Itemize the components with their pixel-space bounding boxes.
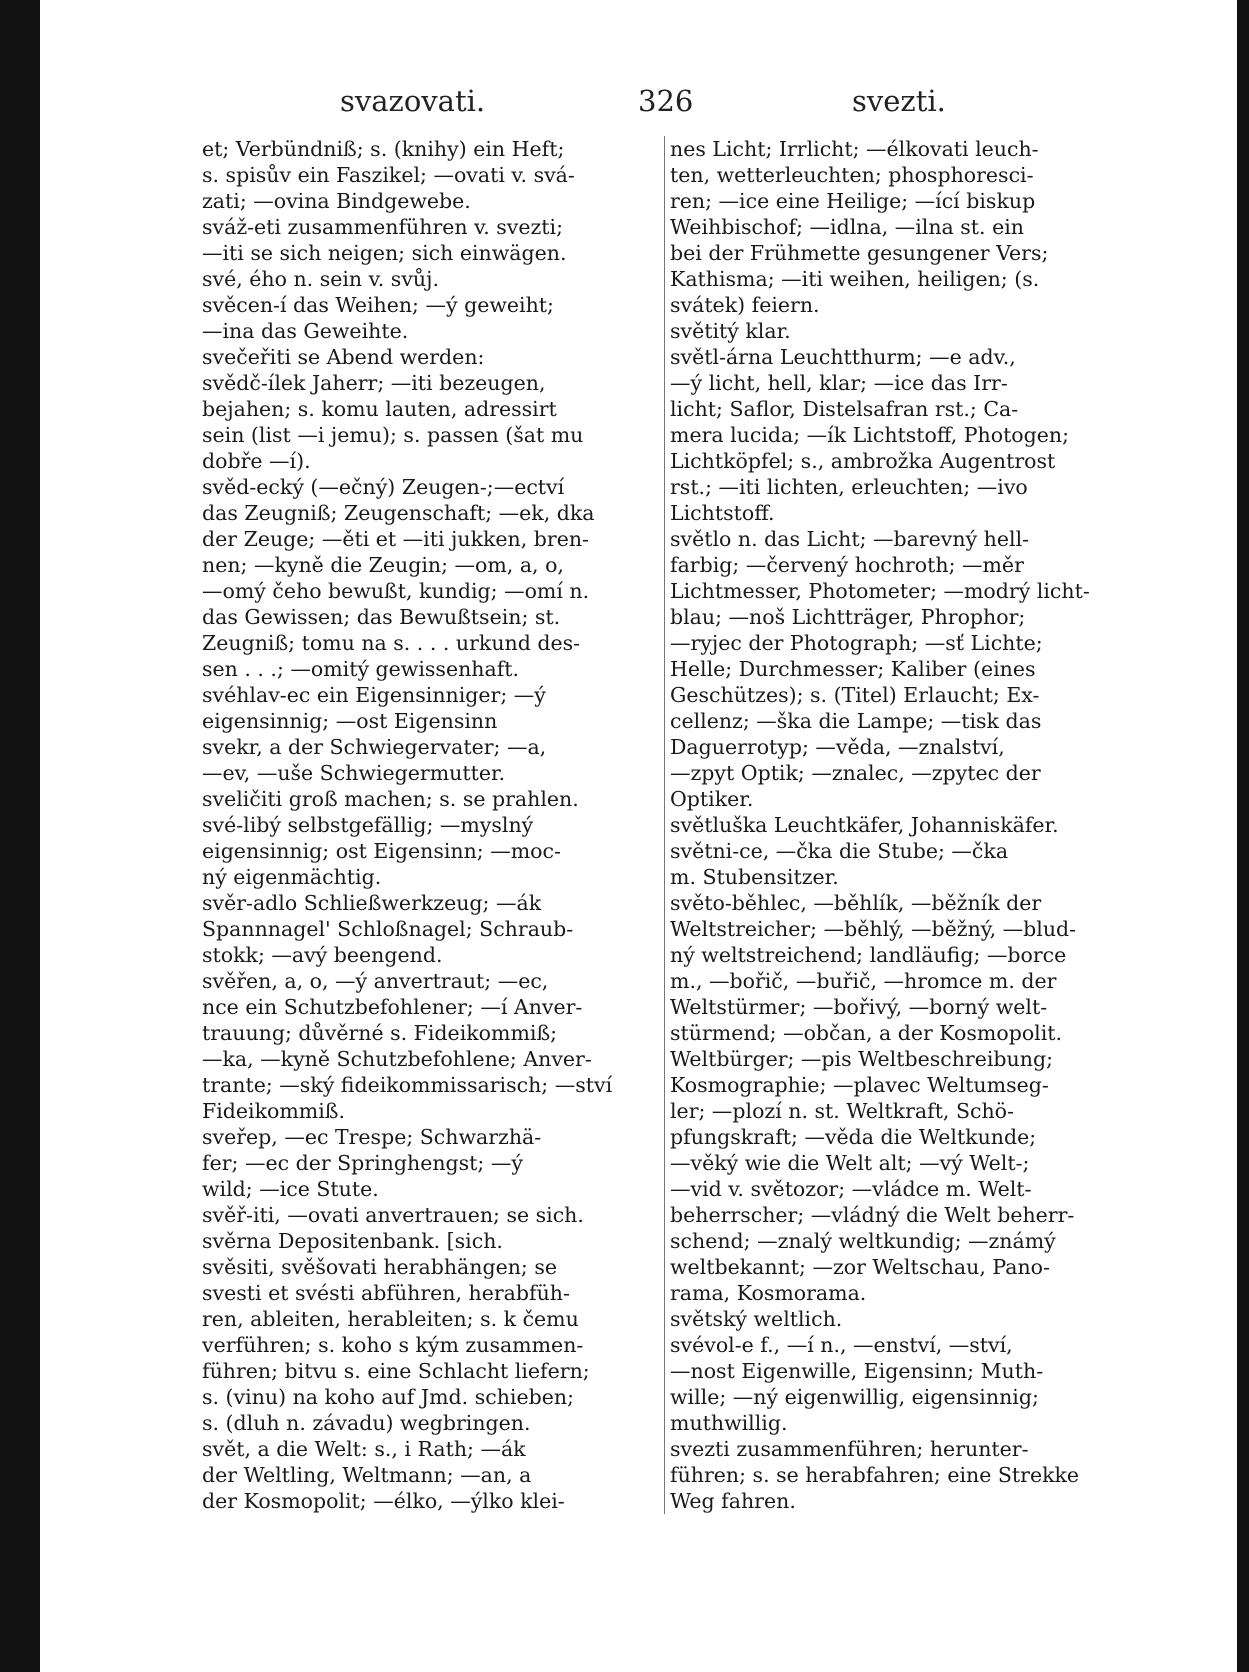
page-number: 326: [638, 84, 694, 118]
entry-line: licht; Saflor, Distelsafran rst.; Ca-: [670, 397, 1019, 421]
entry-line: ler; —plozí n. st. Weltkraft, Schö-: [670, 1099, 1014, 1123]
entry-line: muthwillig.: [670, 1411, 788, 1435]
entry-line: eigensinnig; —ost Eigensinn: [202, 709, 498, 733]
entry-line: trante; —ský fideikommissarisch; —ství: [202, 1073, 613, 1097]
entry-line: —ryjec der Photograph; —sť Lichte;: [670, 631, 1043, 655]
entry-line: své, ého n. sein v. svůj.: [202, 267, 439, 291]
entry-line: Weltstürmer; —bořivý, —borný welt-: [670, 995, 1048, 1019]
entry-line: Helle; Durchmesser; Kaliber (eines: [670, 657, 1036, 681]
entry-line: svátek) feiern.: [670, 293, 820, 317]
entry-line: wille; —ný eigenwillig, eigensinnig;: [670, 1385, 1039, 1409]
entry-line: bei der Frühmette gesungener Vers;: [670, 241, 1049, 265]
entry-line: der Kosmopolit; —élko, —ýlko klei-: [202, 1489, 565, 1513]
entry-line: Fideikommiß.: [202, 1099, 345, 1123]
entry-line: Zeugniß; tomu na s. . . . urkund des-: [202, 631, 581, 655]
entry-line: rst.; —iti lichten, erleuchten; —ivo: [670, 475, 1028, 499]
entry-line: ren, ableiten, herableiten; s. k čemu: [202, 1307, 579, 1331]
entry-line: stokk; —avý beengend.: [202, 943, 443, 967]
entry-line: —nost Eigenwille, Eigensinn; Muth-: [670, 1359, 1044, 1383]
entry-line: pfungskraft; —věda die Weltkunde;: [670, 1125, 1037, 1149]
entry-line: trauung; důvěrné s. Fideikommiß;: [202, 1021, 558, 1045]
entry-line: svěr-adlo Schließwerkzeug; —ák: [202, 891, 542, 915]
entry-line: Lichtköpfel; s., ambrožka Augentrost: [670, 449, 1056, 473]
entry-line: Kathisma; —iti weihen, heiligen; (s.: [670, 267, 1040, 291]
entry-line: —vid v. světozor; —vládce m. Welt-: [670, 1177, 1032, 1201]
entry-line: —omý čeho bewußt, kundig; —omí n.: [202, 579, 590, 603]
left-column: [202, 136, 660, 1514]
entry-line: svěřen, a, o, —ý anvertraut; —ec,: [202, 969, 549, 993]
entry-line: svěd-ecký (—ečný) Zeugen-;—ectví: [202, 475, 565, 499]
entry-line: s. (dluh n. závadu) wegbringen.: [202, 1411, 531, 1435]
entry-line: Lichtstoff.: [670, 501, 775, 525]
entry-line: schend; —znalý weltkundig; —známý: [670, 1229, 1056, 1253]
entry-line: —iti se sich neigen; sich einwägen.: [202, 241, 567, 265]
entry-line: eigensinnig; ost Eigensinn; —moc-: [202, 839, 561, 863]
entry-line: Weltbürger; —pis Weltbeschreibung;: [670, 1047, 1053, 1071]
entry-line: beherrscher; —vládný die Welt beherr-: [670, 1203, 1075, 1227]
entry-line: nce ein Schutzbefohlener; —í Anver-: [202, 995, 583, 1019]
entry-line: svěsiti, svěšovati herabhängen; se: [202, 1255, 557, 1279]
header-right-guide-word: svezti.: [852, 84, 946, 118]
entry-line: das Gewissen; das Bewußtsein; st.: [202, 605, 561, 629]
entry-line: sein (list —i jemu); s. passen (šat mu: [202, 423, 584, 447]
entry-line: Daguerrotyp; —věda, —znalství,: [670, 735, 1005, 759]
entry-line: m. Stubensitzer.: [670, 865, 839, 889]
entry-line: weltbekannt; —zor Weltschau, Pano-: [670, 1255, 1050, 1279]
entry-line: das Zeugniß; Zeugenschaft; —ek, dka: [202, 501, 595, 525]
entry-line: sváž-eti zusammenführen v. svezti;: [202, 215, 564, 239]
entry-line: svědč-ílek Jaherr; —iti bezeugen,: [202, 371, 546, 395]
entry-line: Weg fahren.: [670, 1489, 796, 1513]
entry-line: rama, Kosmorama.: [670, 1281, 867, 1305]
page-header: [340, 84, 960, 124]
entry-line: Kosmographie; —plavec Weltumseg-: [670, 1073, 1049, 1097]
entry-line: Optiker.: [670, 787, 754, 811]
entry-line: světni-ce, —čka die Stube; —čka: [670, 839, 1009, 863]
entry-line: své-libý selbstgefällig; —myslný: [202, 813, 534, 837]
entry-line: wild; —ice Stute.: [202, 1177, 379, 1201]
entry-line: s. spisův ein Faszikel; —ovati v. svá-: [202, 163, 575, 187]
entry-line: svěř-iti, —ovati anvertrauen; se sich.: [202, 1203, 584, 1227]
entry-line: cellenz; —ška die Lampe; —tisk das: [670, 709, 1042, 733]
entry-line: blau; —noš Lichtträger, Phrophor;: [670, 605, 1026, 629]
entry-line: Spannnagel' Schloßnagel; Schraub-: [202, 917, 574, 941]
entry-line: verführen; s. koho s kým zusammen-: [202, 1333, 584, 1357]
entry-line: svesti et svésti abführen, herabfüh-: [202, 1281, 570, 1305]
entry-line: světo-běhlec, —běhlík, —běžník der: [670, 891, 1042, 915]
entry-line: světský weltlich.: [670, 1307, 843, 1331]
right-column: [670, 136, 1142, 1514]
entry-line: světluška Leuchtkäfer, Johanniskäfer.: [670, 813, 1059, 837]
entry-line: svěrna Depositenbank. [sich.: [202, 1229, 503, 1253]
entry-line: fer; —ec der Springhengst; —ý: [202, 1151, 523, 1175]
entry-line: —ý licht, hell, klar; —ice das Irr-: [670, 371, 1008, 395]
entry-line: svěcen-í das Weihen; —ý geweiht;: [202, 293, 554, 317]
entry-line: svezti zusammenführen; herunter-: [670, 1437, 1029, 1461]
entry-line: m., —bořič, —buřič, —hromce m. der: [670, 969, 1057, 993]
entry-line: svět, a die Welt: s., i Rath; —ák: [202, 1437, 526, 1461]
entry-line: et; Verbündniß; s. (knihy) ein Heft;: [202, 137, 565, 161]
column-divider: [664, 136, 665, 1514]
entry-line: ný weltstreichend; landläufig; —borce: [670, 943, 1067, 967]
entry-line: nes Licht; Irrlicht; —élkovati leuch-: [670, 137, 1039, 161]
entry-line: bejahen; s. komu lauten, adressirt: [202, 397, 557, 421]
entry-line: světitý klar.: [670, 319, 791, 343]
entry-line: mera lucida; —ík Lichtstoff, Photogen;: [670, 423, 1070, 447]
entry-line: der Zeuge; —ěti et —iti jukken, bren-: [202, 527, 589, 551]
scan-left-border: [0, 0, 40, 1672]
entry-line: sen . . .; —omitý gewissenhaft.: [202, 657, 520, 681]
entry-line: —ina das Geweihte.: [202, 319, 409, 343]
entry-line: zati; —ovina Bindgewebe.: [202, 189, 471, 213]
header-left-guide-word: svazovati.: [340, 84, 486, 118]
entry-line: ný eigenmächtig.: [202, 865, 382, 889]
entry-line: —ka, —kyně Schutzbefohlene; Anver-: [202, 1047, 592, 1071]
entry-line: farbig; —červený hochroth; —měr: [670, 553, 1024, 577]
entry-line: svéhlav-ec ein Eigensinniger; —ý: [202, 683, 546, 707]
entry-line: der Weltling, Weltmann; —an, a: [202, 1463, 532, 1487]
entry-line: führen; s. se herabfahren; eine Strekke: [670, 1463, 1080, 1487]
entry-line: Weltstreicher; —běhlý, —běžný, —blud-: [670, 917, 1077, 941]
entry-line: —ev, —uše Schwiegermutter.: [202, 761, 506, 785]
entry-line: nen; —kyně die Zeugin; —om, a, o,: [202, 553, 564, 577]
entry-line: führen; bitvu s. eine Schlacht liefern;: [202, 1359, 590, 1383]
entry-line: stürmend; —občan, a der Kosmopolit.: [670, 1021, 1063, 1045]
entry-line: Lichtmesser, Photometer; —modrý licht-: [670, 579, 1090, 603]
entry-line: sveřep, —ec Trespe; Schwarzhä-: [202, 1125, 542, 1149]
entry-line: ten, wetterleuchten; phosphoresci-: [670, 163, 1034, 187]
entry-line: —věký wie die Welt alt; —vý Welt-;: [670, 1151, 1030, 1175]
entry-line: světl-árna Leuchtthurm; —e adv.,: [670, 345, 1016, 369]
entry-line: s. (vinu) na koho auf Jmd. schieben;: [202, 1385, 574, 1409]
entry-line: světlo n. das Licht; —barevný hell-: [670, 527, 1030, 551]
scan-right-border: [1237, 0, 1249, 1672]
entry-line: svévol-e f., —í n., —enství, —ství,: [670, 1333, 1013, 1357]
entry-line: dobře —í).: [202, 449, 311, 473]
entry-line: —zpyt Optik; —znalec, —zpytec der: [670, 761, 1041, 785]
entry-line: svekr, a der Schwiegervater; —a,: [202, 735, 547, 759]
entry-line: Geschützes); s. (Titel) Erlaucht; Ex-: [670, 683, 1040, 707]
entry-line: sveličiti groß machen; s. se prahlen.: [202, 787, 579, 811]
entry-line: svečeřiti se Abend werden:: [202, 345, 485, 369]
entry-line: Weihbischof; —idlna, —ilna st. ein: [670, 215, 1024, 239]
entry-line: ren; —ice eine Heilige; —ící biskup: [670, 189, 1036, 213]
